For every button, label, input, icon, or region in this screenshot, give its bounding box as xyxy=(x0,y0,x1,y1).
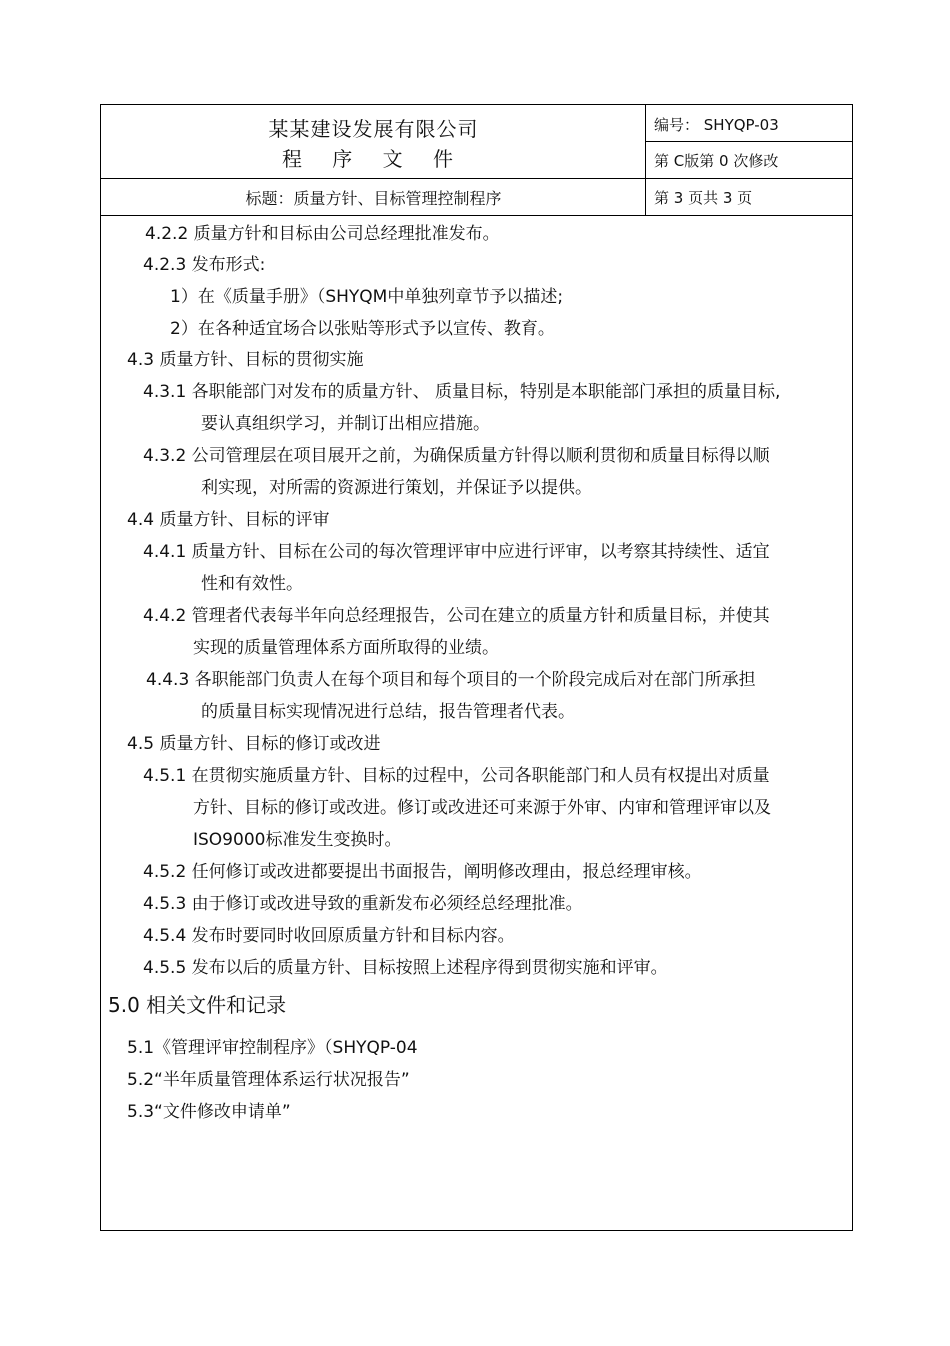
clause-4-4-1-cont: 性和有效性。 xyxy=(201,574,303,594)
clause-4-3-1-cont: 要认真组织学习，并制订出相应措施。 xyxy=(201,414,490,434)
header-divider-bottom xyxy=(101,215,853,216)
clause-4-4-3-cont: 的质量目标实现情况进行总结，报告管理者代表。 xyxy=(201,702,575,722)
section-4-4-heading: 4.4 质量方针、目标的评审 xyxy=(127,510,330,530)
section-4-5-heading: 4.5 质量方针、目标的修订或改进 xyxy=(127,734,381,754)
section-4-3-heading: 4.3 质量方针、目标的贯彻实施 xyxy=(127,350,364,370)
revision-info: 第 C版第 0 次修改 xyxy=(654,152,779,170)
reference-5-2: 5.2“半年质量管理体系运行状况报告” xyxy=(127,1070,410,1090)
header-divider-right xyxy=(645,141,853,142)
clause-4-5-2: 4.5.2 任何修订或改进都要提出书面报告，阐明修改理由，报总经理审核。 xyxy=(143,862,702,882)
page-info: 第 3 页共 3 页 xyxy=(654,189,753,207)
clause-4-5-1: 4.5.1 在贯彻实施质量方针、目标的过程中，公司各职能部门和人员有权提出对质量 xyxy=(143,766,770,786)
clause-4-4-3: 4.4.3 各职能部门负责人在每个项目和每个项目的一个阶段完成后对在部门所承担 xyxy=(146,670,756,690)
clause-4-3-1: 4.3.1 各职能部门对发布的质量方针、 质量目标，特别是本职能部门承担的质量目标, xyxy=(143,382,781,402)
header-divider-title xyxy=(101,178,853,179)
section-5-heading: 5.0 相关文件和记录 xyxy=(108,993,287,1017)
clause-4-3-2-cont: 利实现，对所需的资源进行策划，并保证予以提供。 xyxy=(201,478,592,498)
document-number: 编号： SHYQP-03 xyxy=(654,116,779,134)
clause-4-4-2-cont: 实现的质量管理体系方面所取得的业绩。 xyxy=(193,638,499,658)
clause-4-5-5: 4.5.5 发布以后的质量方针、目标按照上述程序得到贯彻实施和评审。 xyxy=(143,958,668,978)
reference-5-3: 5.3“文件修改申请单” xyxy=(127,1102,291,1122)
clause-4-4-1: 4.4.1 质量方针、目标在公司的每次管理评审中应进行评审，以考察其持续性、适宜 xyxy=(143,542,770,562)
clause-4-2-3-item-2: 2）在各种适宜场合以张贴等形式予以宣传、教育。 xyxy=(170,319,555,339)
clause-4-5-3: 4.5.3 由于修订或改进导致的重新发布必须经总经理批准。 xyxy=(143,894,583,914)
clause-4-5-4: 4.5.4 发布时要同时收回原质量方针和目标内容。 xyxy=(143,926,515,946)
company-name: 某某建设发展有限公司 xyxy=(268,117,479,141)
clause-4-5-1-cont-1: 方针、目标的修订或改进。修订或改进还可来源于外审、内审和管理评审以及 xyxy=(193,798,771,818)
clause-4-2-3-item-1: 1）在《质量手册》（SHYQM中单独列章节予以描述; xyxy=(170,287,564,307)
reference-5-1: 5.1《管理评审控制程序》（SHYQP-04 xyxy=(127,1038,418,1058)
clause-4-3-2: 4.3.2 公司管理层在项目展开之前，为确保质量方针得以顺利贯彻和质量目标得以顺 xyxy=(143,446,770,466)
document-title: 标题：质量方针、目标管理控制程序 xyxy=(245,189,502,208)
clause-4-4-2: 4.4.2 管理者代表每半年向总经理报告，公司在建立的质量方针和质量目标，并使其 xyxy=(143,606,770,626)
clause-4-5-1-cont-2: ISO9000标准发生变换时。 xyxy=(193,830,402,850)
clause-4-2-3: 4.2.3 发布形式: xyxy=(143,255,266,275)
document-type: 程 序 文 件 xyxy=(281,147,466,171)
clause-4-2-2: 4.2.2 质量方针和目标由公司总经理批准发布。 xyxy=(145,224,500,244)
